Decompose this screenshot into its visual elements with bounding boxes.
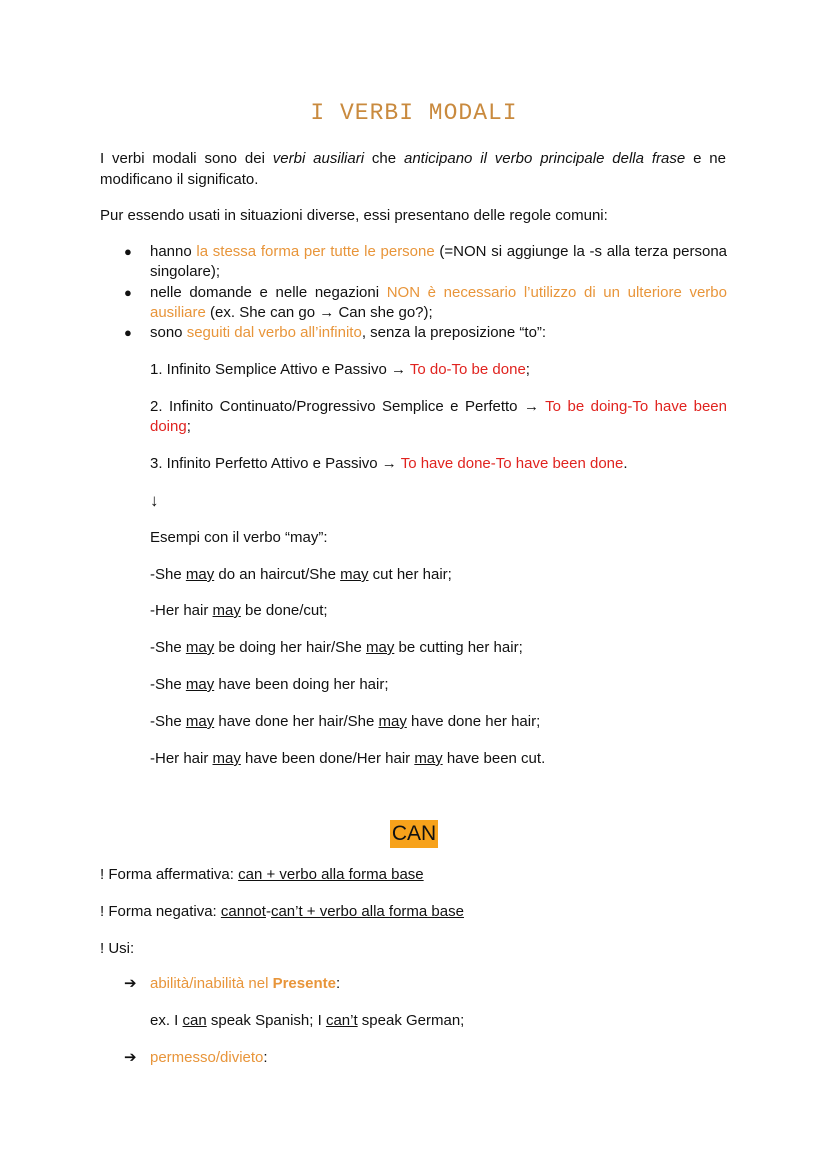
may-word: may: [414, 750, 443, 767]
intro-text-1: I verbi modali sono dei: [100, 150, 273, 167]
infinitive-punct: .: [623, 455, 628, 472]
bullet-text: , senza la preposizione “to”:: [361, 324, 547, 341]
forma-label: ! Forma affermativa:: [100, 866, 239, 883]
use-item-1: [150, 974, 727, 994]
can-heading-wrap: [0, 820, 828, 848]
bullet-highlight: seguiti dal verbo all’infinito: [186, 324, 362, 341]
example-line: [150, 638, 727, 658]
example-text: have been doing her hair;: [214, 676, 389, 693]
infinitive-item-1: [150, 360, 727, 380]
may-word: may: [185, 639, 215, 656]
example-line: [150, 749, 727, 769]
intro-italic-1: verbi ausiliari: [272, 150, 365, 167]
example-text: be doing her hair/She: [214, 639, 366, 656]
can-example-word: can’t: [325, 1012, 358, 1029]
may-word: may: [212, 750, 241, 767]
bullet-item-3: [150, 323, 727, 343]
example-line: [150, 565, 727, 585]
can-example-word: can: [182, 1012, 207, 1029]
can-heading: CAN: [390, 820, 438, 848]
rules-intro: Pur essendo usati in situazioni diverse, essi presentano delle regole comuni:: [100, 207, 608, 224]
may-word: may: [212, 602, 241, 619]
arrow-right-icon: ➔: [124, 1049, 137, 1066]
can-example: [150, 1011, 727, 1031]
example-text: -She: [150, 639, 186, 656]
arrow-right-icon: ➔: [124, 975, 137, 992]
forma-label: ! Forma negativa:: [100, 903, 221, 920]
example-text: -Her hair: [150, 602, 213, 619]
infinitive-text: 2. Infinito Continuato/Progressivo Semplice e Perfetto →: [150, 398, 546, 415]
example-text: -She: [150, 566, 186, 583]
infinitive-item-3: [150, 454, 727, 474]
usi-label: ! Usi:: [100, 940, 135, 957]
use-item-2: [150, 1048, 727, 1068]
forma-value: can’t + verbo alla forma base: [270, 903, 464, 920]
infinitive-punct: ;: [186, 418, 191, 435]
bullet-dot: ●: [124, 285, 132, 300]
example-text: have been cut.: [442, 750, 546, 767]
example-text: be cutting her hair;: [394, 639, 523, 656]
forma-value: cannot: [220, 903, 266, 920]
intro-italic-2: anticipano il verbo principale della frase: [404, 150, 686, 167]
may-word: may: [185, 713, 215, 730]
forma-value: can + verbo alla forma base: [238, 866, 424, 883]
bullet-highlight: NON è necessario l’utilizzo di un ulteriore verbo ausiliare: [150, 284, 727, 321]
may-word: may: [185, 676, 215, 693]
bullet-text: nelle domande e nelle negazioni: [150, 284, 387, 301]
infinitive-text: 3. Infinito Perfetto Attivo e Passivo →: [150, 455, 401, 472]
intro-text-3: e ne modificano il significato.: [100, 150, 726, 188]
examples-title: Esempi con il verbo “may”:: [150, 529, 328, 546]
example-text: -She: [150, 713, 186, 730]
down-arrow-icon: ↓: [150, 491, 159, 510]
example-text: -She: [150, 676, 186, 693]
forma-affermativa: [100, 864, 726, 885]
infinitive-form: To be doing-To have been doing: [150, 398, 727, 435]
forma-separator: -: [265, 903, 271, 920]
example-text: have done her hair;: [406, 713, 541, 730]
example-text: have done her hair/She: [214, 713, 379, 730]
may-word: may: [365, 639, 395, 656]
can-example-text: speak German;: [357, 1012, 465, 1029]
use-label: permesso/divieto: [150, 1049, 264, 1066]
bullet-text: (=NON si aggiunge la -s alla terza persona singolare);: [150, 243, 728, 280]
example-text: cut her hair;: [368, 566, 452, 583]
infinitive-form: To do-To be done: [409, 361, 526, 378]
infinitive-text: 1. Infinito Semplice Attivo e Passivo →: [150, 361, 410, 378]
example-line: [150, 601, 727, 621]
bullet-highlight: la stessa forma per tutte le persone: [196, 243, 435, 260]
bullet-dot: ●: [124, 325, 132, 340]
page-title: I VERBI MODALI: [310, 100, 518, 126]
intro-text-2: che: [364, 150, 404, 167]
bullet-text: sono: [150, 324, 187, 341]
use-colon: :: [263, 1049, 268, 1066]
example-line: [150, 675, 727, 695]
example-text: have been done/Her hair: [240, 750, 415, 767]
infinitive-item-2: [150, 397, 727, 437]
example-text: be done/cut;: [240, 602, 328, 619]
may-word: may: [340, 566, 369, 583]
infinitive-punct: ;: [525, 361, 530, 378]
example-text: do an haircut/She: [214, 566, 341, 583]
infinitive-form: To have done-To have been done: [400, 455, 624, 472]
use-label-bold: Presente: [272, 975, 336, 992]
use-colon: :: [335, 975, 341, 992]
example-text: -Her hair: [150, 750, 213, 767]
forma-negativa: [100, 901, 726, 922]
bullet-text: (ex. She can go → Can she go?);: [205, 304, 433, 321]
may-word: may: [185, 566, 215, 583]
example-line: [150, 712, 727, 732]
bullet-text: hanno: [150, 243, 197, 260]
intro-paragraph: [100, 148, 726, 190]
use-label: abilità/inabilità nel: [150, 975, 273, 992]
can-example-text: speak Spanish; I: [206, 1012, 326, 1029]
may-word: may: [378, 713, 407, 730]
bullet-item-2: [150, 283, 727, 323]
bullet-item-1: [150, 242, 727, 282]
bullet-dot: ●: [124, 244, 132, 259]
can-example-text: ex. I: [150, 1012, 183, 1029]
